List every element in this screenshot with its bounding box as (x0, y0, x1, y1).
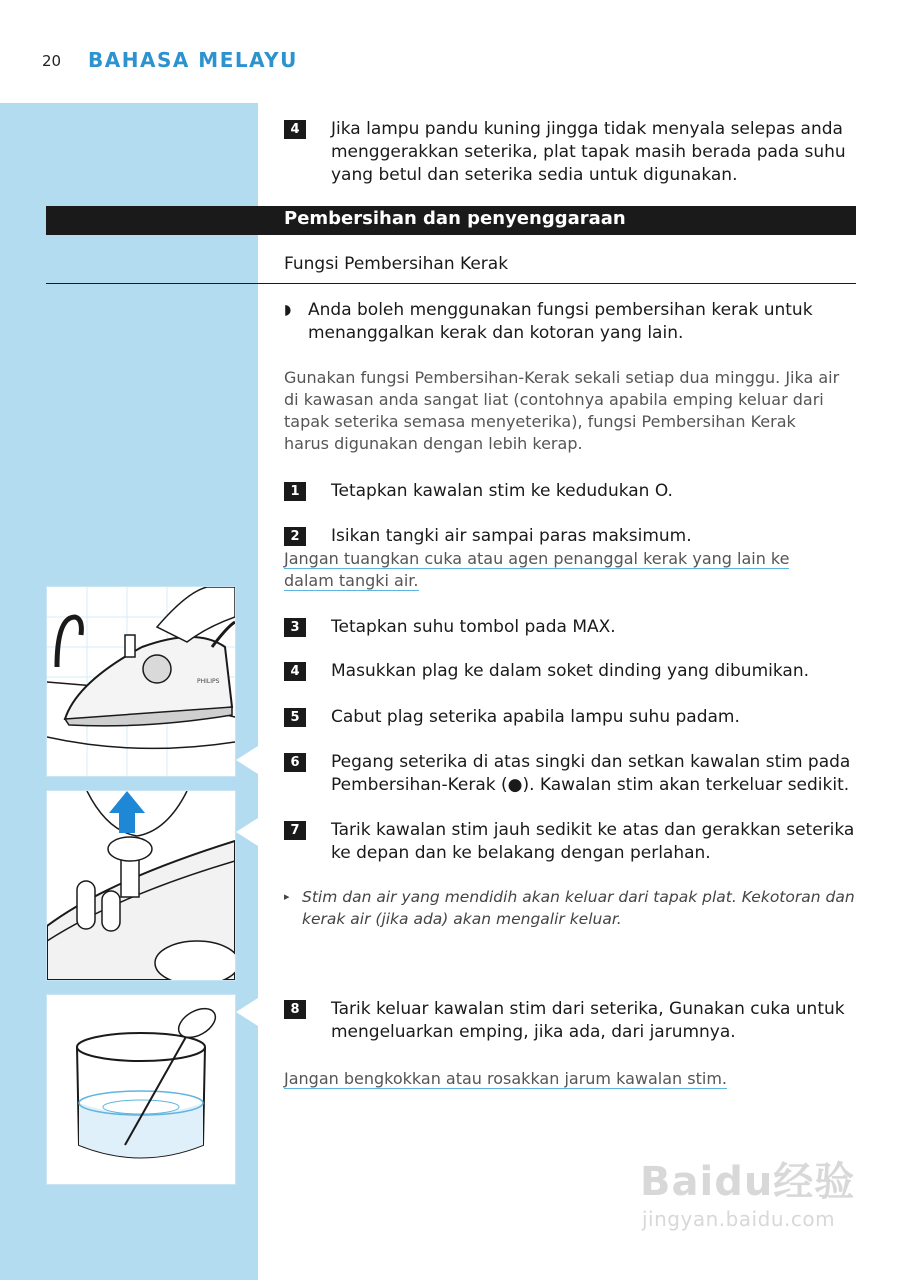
result-text: Stim dan air yang mendidih akan keluar dari tapak plat. Kekotoran dan kerak air (jika ada) akan mengalir keluar. (302, 888, 855, 928)
section-title-bar (46, 206, 856, 235)
step-text: Tetapkan kawalan stim ke kedudukan O. (331, 481, 673, 501)
step-8 (284, 998, 861, 1044)
step-number: 6 (284, 753, 306, 772)
illustration-iron-sink (46, 586, 236, 777)
step-4 (284, 660, 861, 683)
step-number: 1 (284, 482, 306, 501)
step-text: Pegang seterika di atas singki dan setkan kawalan stim pada Pembersihan-Kerak (●). Kawalan stim akan terkeluar sedikit. (331, 752, 851, 795)
illustration-vinegar-glass (46, 994, 236, 1185)
warning-text: Jangan bengkokkan atau rosakkan jarum kawalan stim. (284, 1069, 727, 1088)
step-text: Jika lampu pandu kuning jingga tidak menyala selepas anda menggerakkan seterika, plat tapak masih berada pada suhu yang betul dan seterika sedia untuk digunakan. (331, 119, 846, 185)
watermark-url: jingyan.baidu.com (642, 1207, 836, 1231)
steam-control-drawing (47, 791, 235, 980)
divider (46, 283, 856, 284)
step-text: Tarik keluar kawalan stim dari seterika, Gunakan cuka untuk mengeluarkan emping, jika ada, dari jarumnya. (331, 999, 845, 1042)
warning-no-bend (284, 1068, 844, 1090)
step-number: 8 (284, 1000, 306, 1019)
step-3 (284, 616, 861, 639)
result-note (284, 886, 862, 930)
info-bullet (284, 299, 848, 345)
step-text: Cabut plag seterika apabila lampu suhu padam. (331, 707, 740, 727)
result-arrow-icon: ▸ (284, 890, 290, 903)
warning-text: Jangan tuangkan cuka atau agen penanggal kerak yang lain ke dalam tangki air. (284, 549, 790, 590)
page-number: 20 (42, 52, 62, 70)
pointer-arrow-3 (236, 998, 258, 1026)
pointer-arrow-1 (236, 746, 258, 774)
step-number: 4 (284, 120, 306, 139)
section-title: Pembersihan dan penyenggaraan (284, 208, 626, 229)
step-number: 4 (284, 662, 306, 681)
iron-sink-drawing (47, 587, 235, 776)
step-7 (284, 819, 861, 865)
step-number: 5 (284, 708, 306, 727)
step-text: Tetapkan suhu tombol pada MAX. (331, 617, 616, 637)
vinegar-glass-drawing (47, 995, 235, 1184)
watermark (640, 1150, 855, 1231)
warning-no-vinegar (284, 548, 844, 592)
step-text: Masukkan plag ke dalam soket dinding yang dibumikan. (331, 661, 809, 681)
pointer-arrow-2 (236, 818, 258, 846)
step-number: 3 (284, 618, 306, 637)
step-2 (284, 525, 861, 548)
step-1 (284, 480, 861, 503)
iron-brand: PHILIPS (197, 678, 220, 685)
step-text: Tarik kawalan stim jauh sedikit ke atas dan gerakkan seterika ke depan dan ke belakang dengan perlahan. (331, 820, 855, 863)
intro-step (284, 118, 861, 187)
step-5 (284, 706, 861, 729)
step-text: Isikan tangki air sampai paras maksimum. (331, 526, 692, 546)
step-number: 7 (284, 821, 306, 840)
step-6 (284, 751, 861, 797)
language-heading: BAHASA MELAYU (88, 48, 298, 72)
usage-paragraph: Gunakan fungsi Pembersihan-Kerak sekali setiap dua minggu. Jika air di kawasan anda sangat liat (contohnya apabila emping keluar dari tapak seterika semasa menyeterika), fungsi Pembersihan Kerak harus digunakan dengan lebih kerap. (284, 368, 840, 453)
bullet-text: Anda boleh menggunakan fungsi pembersihan kerak untuk menanggalkan kerak dan kotoran yang lain. (308, 300, 813, 343)
watermark-logo: Baidu经验 (640, 1159, 856, 1205)
section-subtitle: Fungsi Pembersihan Kerak (284, 254, 509, 274)
step-number: 2 (284, 527, 306, 546)
illustration-steam-control (46, 790, 236, 981)
bullet-icon: ◗ (284, 302, 292, 318)
